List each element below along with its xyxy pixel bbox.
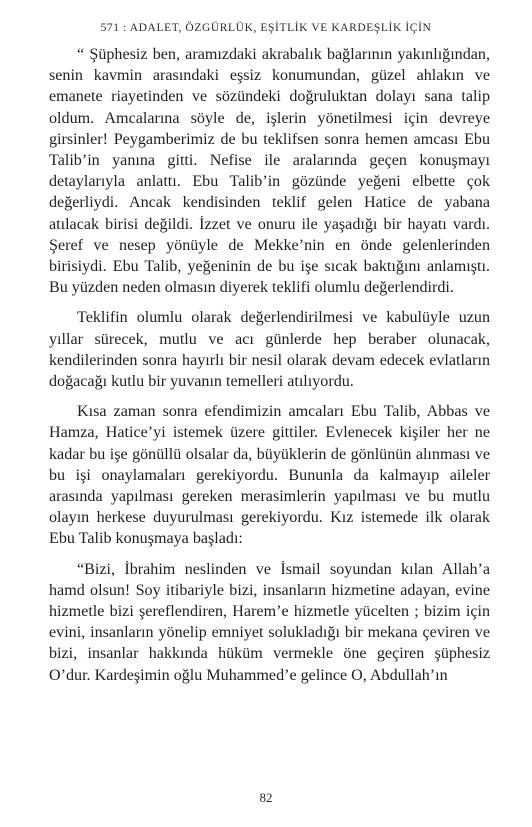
running-header: 571 : ADALET, ÖZGÜRLÜK, EŞİTLİK VE KARDEŞLİK İÇİN — [100, 22, 432, 34]
paragraph-abu-talib-speech: “Bizi, İbrahim neslinden ve İsmail soyundan kılan Allah’a hamd olsun! Soy itibariyle bizi, insanların hizmetine adayan, evine hizmetle bizi şereflendiren, Harem’e hizmetle yücelten ; bizim için evini, insanların yönelip emniyet solukladığı bir mekana çeviren ve bizi, insanlar hakkında hüküm vermekle öne geçiren şüphesiz O’dur. Kardeşimin oğlu Muhammed’e gelince O, Abdullah’ın — [49, 560, 490, 684]
page-number: 82 — [259, 790, 273, 805]
paragraph-acceptance: Teklifin olumlu olarak değerlendirilmesi ve kabulüyle uzun yıllar sürecek, mutlu ve acı günlerde hep beraber olunacak, kendilerinden sonra hayırlı bir nesil olarak devam edecek evlatların doğacağı kutlu bir yuvanın temelleri atılıyordu. — [49, 309, 490, 391]
paragraph-proposal: “ Şüphesiz ben, aramızdaki akrabalık bağlarının yakınlığından, senin kavmin arasındaki eşsiz konumundan, güzel ahlakın ve emanete riayetinden ve sözündeki doğruluktan dolayı sana talip oldum. Amcalarına söyle de, işlerin yönetilmesi için devreye girsinler! Peygamberimiz de bu teklifsen sonra hemen amcası Ebu Talib’in yanına gitti. Nefise ile aralarında geçen konuşmayı detaylarıyla anlattı. Ebu Talib’in gözünde yeğeni elbette çok değerliydi. Ancak kendisinden teklif gelen Hatice de yabana atılacak birisi değildi. İzzet ve onuru ile yaşadığı bir hayatı vardı. Şeref ve nesep yönüyle de Mekke’nin en önde gelenlerinden birisiydi. Ebu Talib, yeğeninin de bu işe sıcak baktığını anlamıştı. Bu yüzden neden olmasın diyerek teklifi olumlu değerlendirdi. — [49, 46, 490, 297]
paragraph-uncles-visit: Kısa zaman sonra efendimizin amcaları Ebu Talib, Abbas ve Hamza, Hatice’yi istemek üzere gittiler. Evlenecek kişiler her ne kadar bu işe gönüllü olsalar da, büyüklerin de gönlünün alınması ve bu işi onaylamaları gerekiyordu. Bununla da kalmayıp aileler arasında yapılması gereken merasimlerin yapılması ve bu mutlu olayın herkese duyurulması gerekiyordu. Kız istemede ilk olarak Ebu Talib konuşmaya başladı: — [49, 403, 490, 548]
page-body — [49, 44, 490, 695]
